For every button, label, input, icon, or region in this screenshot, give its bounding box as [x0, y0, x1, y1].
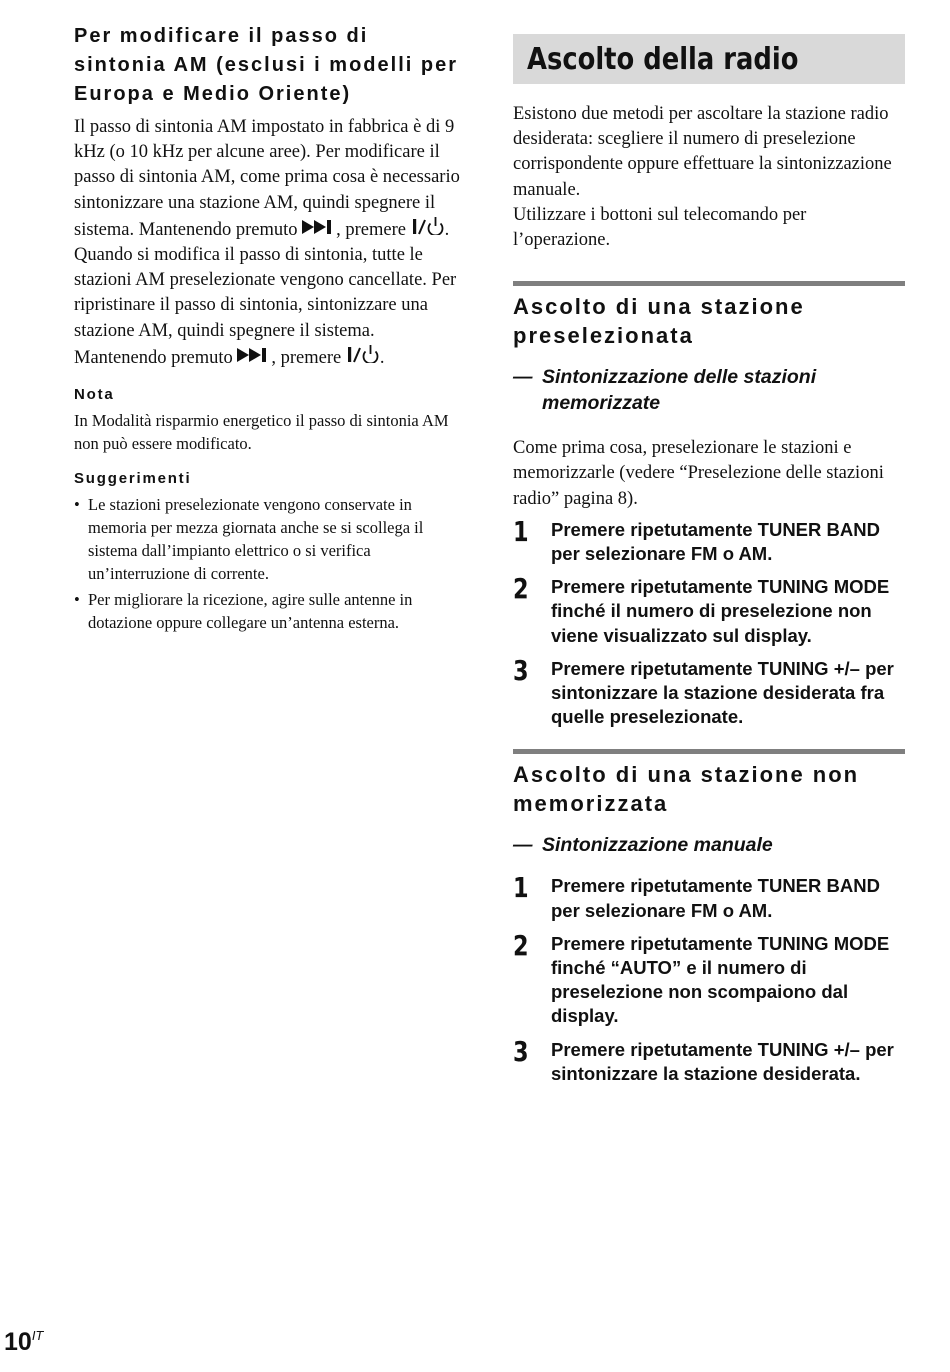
- para-part-5: .: [379, 347, 385, 368]
- next-track-icon: [237, 346, 271, 371]
- intro-paragraph: Esistono due metodi per ascoltare la stazione radio desiderata: scegliere il numero di preselezione corrispondente oppure effettuare la sintonizzazione manuale.: [513, 104, 892, 200]
- section-divider: [513, 281, 905, 286]
- tip-text: Per migliorare la ricezione, agire sulle antenne in dotazione oppure collegare un’antenna esterna.: [88, 590, 413, 633]
- step-item: [513, 928, 905, 1029]
- para-part-3: . Quando si modifica il passo di sintonia, tutte le stazioni AM preselezionate vengono cancellate. Per ripristinare il passo di sintonia, sintonizzare una stazione AM, quindi spegnere il sistema. Mantenendo premuto: [74, 219, 457, 368]
- step-number: 2: [513, 928, 529, 962]
- page-number: [4, 1328, 43, 1357]
- steps-list: [513, 514, 905, 730]
- step-text: Premere ripetutamente TUNING MODE finché il numero di preselezione non viene visualizzato sul display.: [551, 576, 890, 646]
- section-heading-am-step: Per modificare il passo di sintonia AM (esclusi i modelli per Europa e Medio Oriente): [74, 25, 458, 105]
- subheading-text: Sintonizzazione delle stazioni memorizzate: [542, 366, 817, 415]
- step-text: Premere ripetutamente TUNING MODE finché “AUTO” e il numero di preselezione non scompaiono dal display.: [551, 932, 890, 1027]
- left-column: [74, 22, 466, 637]
- subheading-text: Sintonizzazione manuale: [542, 834, 773, 857]
- am-step-paragraph: [74, 115, 466, 371]
- step-item: [513, 653, 905, 730]
- list-item: [74, 493, 466, 585]
- step-text: Premere ripetutamente TUNER BAND per selezionare FM o AM.: [551, 875, 880, 921]
- step-text: Premere ripetutamente TUNER BAND per selezionare FM o AM.: [551, 518, 880, 565]
- step-item: [513, 514, 905, 566]
- section-preset: [513, 281, 905, 729]
- page-language-suffix: IT: [31, 1328, 44, 1343]
- step-item: [513, 1034, 905, 1086]
- list-item: [74, 588, 466, 634]
- subheading-dash: —: [513, 366, 533, 389]
- step-item: [513, 871, 905, 922]
- chapter-title-box: [513, 34, 905, 84]
- para-part-4: , premere: [271, 347, 342, 368]
- right-column: [513, 34, 905, 1095]
- section-divider: [513, 749, 905, 754]
- step-number: 3: [513, 1034, 529, 1068]
- steps-list: [513, 871, 905, 1086]
- step-number: 1: [513, 514, 529, 548]
- intro-paragraph-2: Utilizzare i bottoni sul telecomando per l’operazione.: [513, 204, 807, 251]
- step-number: 2: [513, 572, 529, 606]
- power-icon: [346, 344, 380, 371]
- section-text: Come prima cosa, preselezionare le stazioni e memorizzarle (vedere “Preselezione delle stazioni radio” pagina 8).: [513, 438, 884, 509]
- step-number: 1: [513, 871, 529, 905]
- section-heading: Ascolto di una stazione non memorizzata: [513, 762, 860, 817]
- power-icon: [411, 216, 445, 243]
- bullet: •: [74, 590, 80, 610]
- page-title: Ascolto della radio: [527, 41, 799, 77]
- para-part-2: , premere: [336, 219, 406, 240]
- page-number-value: 10: [4, 1328, 32, 1356]
- step-text: Premere ripetutamente TUNING +/– per sintonizzare la stazione desiderata fra quelle preselezionate.: [551, 657, 894, 728]
- section-heading: Ascolto di una stazione preselezionata: [513, 294, 805, 349]
- bullet: •: [74, 495, 80, 515]
- step-text: Premere ripetutamente TUNING +/– per sintonizzare la stazione desiderata.: [551, 1038, 894, 1084]
- tip-text: Le stazioni preselezionate vengono conservate in memoria per mezza giornata anche se si scollega il sistema dall’impianto elettrico o si verifica un’interruzione di corrente.: [88, 495, 424, 584]
- tips-list: [74, 493, 466, 634]
- next-track-icon: [302, 218, 336, 243]
- section-subheading: [513, 364, 905, 416]
- subheading-dash: —: [513, 834, 533, 857]
- note-text: In Modalità risparmio energetico il passo di sintonia AM non può essere modificato.: [74, 411, 449, 454]
- step-number: 3: [513, 653, 529, 687]
- tips-heading: Suggerimenti: [74, 470, 192, 488]
- note-heading: Nota: [74, 386, 115, 404]
- para-part-1: Il passo di sintonia AM impostato in fabbrica è di 9 kHz (o 10 kHz per alcune aree). Per modificare il passo di sintonia AM, come prima cosa è necessario sintonizzare una stazione AM, quindi spegnere il sistema. Mantenendo premuto: [74, 117, 460, 240]
- section-subheading: [513, 832, 905, 858]
- section-manual: [513, 749, 905, 1086]
- step-item: [513, 572, 905, 648]
